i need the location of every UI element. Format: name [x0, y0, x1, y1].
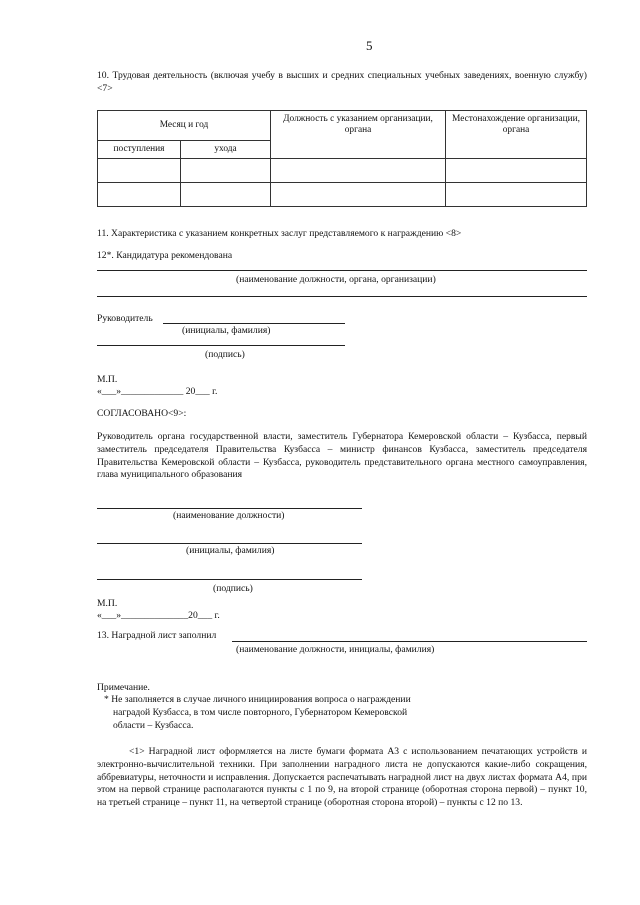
cell[interactable] — [446, 183, 587, 207]
cell[interactable] — [181, 183, 271, 207]
page-number: 5 — [366, 38, 373, 53]
head-label: Руководитель — [97, 313, 153, 324]
caption-sign: (подпись) — [205, 349, 245, 360]
header-end: ухода — [181, 141, 271, 159]
header-start: поступления — [98, 141, 181, 159]
section-11-title: 11. Характеристика с указанием конкретных заслуг представляемого к награждению <8> — [97, 228, 462, 239]
caption-name-2: (инициалы, фамилия) — [186, 545, 275, 556]
caption-filled-by: (наименование должности, инициалы, фамилия) — [236, 644, 435, 655]
org-line[interactable] — [97, 270, 587, 271]
signature-line[interactable] — [97, 345, 345, 346]
caption-name: (инициалы, фамилия) — [182, 325, 271, 336]
header-position: Должность с указанием организации, органа — [271, 111, 446, 159]
cell[interactable] — [271, 183, 446, 207]
caption-position: (наименование должности) — [173, 510, 285, 521]
cell[interactable] — [98, 159, 181, 183]
agreed-title: СОГЛАСОВАНО<9>: — [97, 408, 187, 419]
position-line[interactable] — [97, 508, 362, 509]
header-month-year: Месяц и год — [98, 111, 271, 141]
caption-sign-2: (подпись) — [213, 583, 253, 594]
footnote-1: <1> Наградной лист оформляется на листе бумаги формата А3 с использованием печатающих устройств и электронно-вычислительной техники. При заполнении наградного листа не допускаются какие-либо сокращения, аббревиатуры, неточности и исправления. Допускается распечатывать наградной лист на двух листах формата А4, при этом на первой странице располагаются пункты с 1 по 9, на второй странице (оборотная сторона первой) – пункт 10, на третьей странице – пункт 11, на четвертой странице (оборотная сторона второй) – пункты с 12 по 13. — [97, 746, 587, 809]
org-line-2[interactable] — [97, 296, 587, 297]
agreed-text: Руководитель органа государственной власти, заместитель Губернатора Кемеровской области – Кузбасса, первый заместитель председателя Правительства Кузбасса – министр финансов Кузбасса, заместитель председателя Правительства Кемеровской области – Кузбасса, руководитель представительного органа местного самоуправления, глава муниципального образования — [97, 431, 587, 481]
table-row — [98, 159, 587, 183]
section-13-title: 13. Наградной лист заполнил — [97, 630, 217, 641]
note-title: Примечание. — [97, 682, 150, 693]
note-line: наградой Кузбасса, в том числе повторного, Губернатором Кемеровской — [113, 707, 408, 718]
signature-line-2[interactable] — [97, 579, 362, 580]
section-10-title: 10. Трудовая деятельность (включая учебу в высших и средних специальных учебных заведениях, военную службу) <7> — [97, 70, 587, 94]
note-line: области – Кузбасса. — [113, 720, 194, 731]
date-field-2[interactable]: «___»______________20___ г. — [97, 610, 220, 621]
caption-org: (наименование должности, органа, организации) — [236, 274, 436, 285]
cell[interactable] — [446, 159, 587, 183]
filled-by-line[interactable] — [232, 641, 587, 642]
note-line: * Не заполняется в случае личного инициирования вопроса о награждении — [104, 694, 411, 705]
cell[interactable] — [271, 159, 446, 183]
cell[interactable] — [98, 183, 181, 207]
name-line[interactable] — [97, 543, 362, 544]
table-row — [98, 183, 587, 207]
header-location: Местонахождение организации, органа — [446, 111, 587, 159]
cell[interactable] — [181, 159, 271, 183]
section-12-title: 12*. Кандидатура рекомендована — [97, 250, 233, 261]
stamp-label: М.П. — [97, 374, 118, 385]
stamp-label-2: М.П. — [97, 598, 118, 609]
employment-table — [97, 110, 587, 207]
date-field[interactable]: «___»_____________ 20___ г. — [97, 386, 218, 397]
head-name-line[interactable] — [163, 323, 345, 324]
